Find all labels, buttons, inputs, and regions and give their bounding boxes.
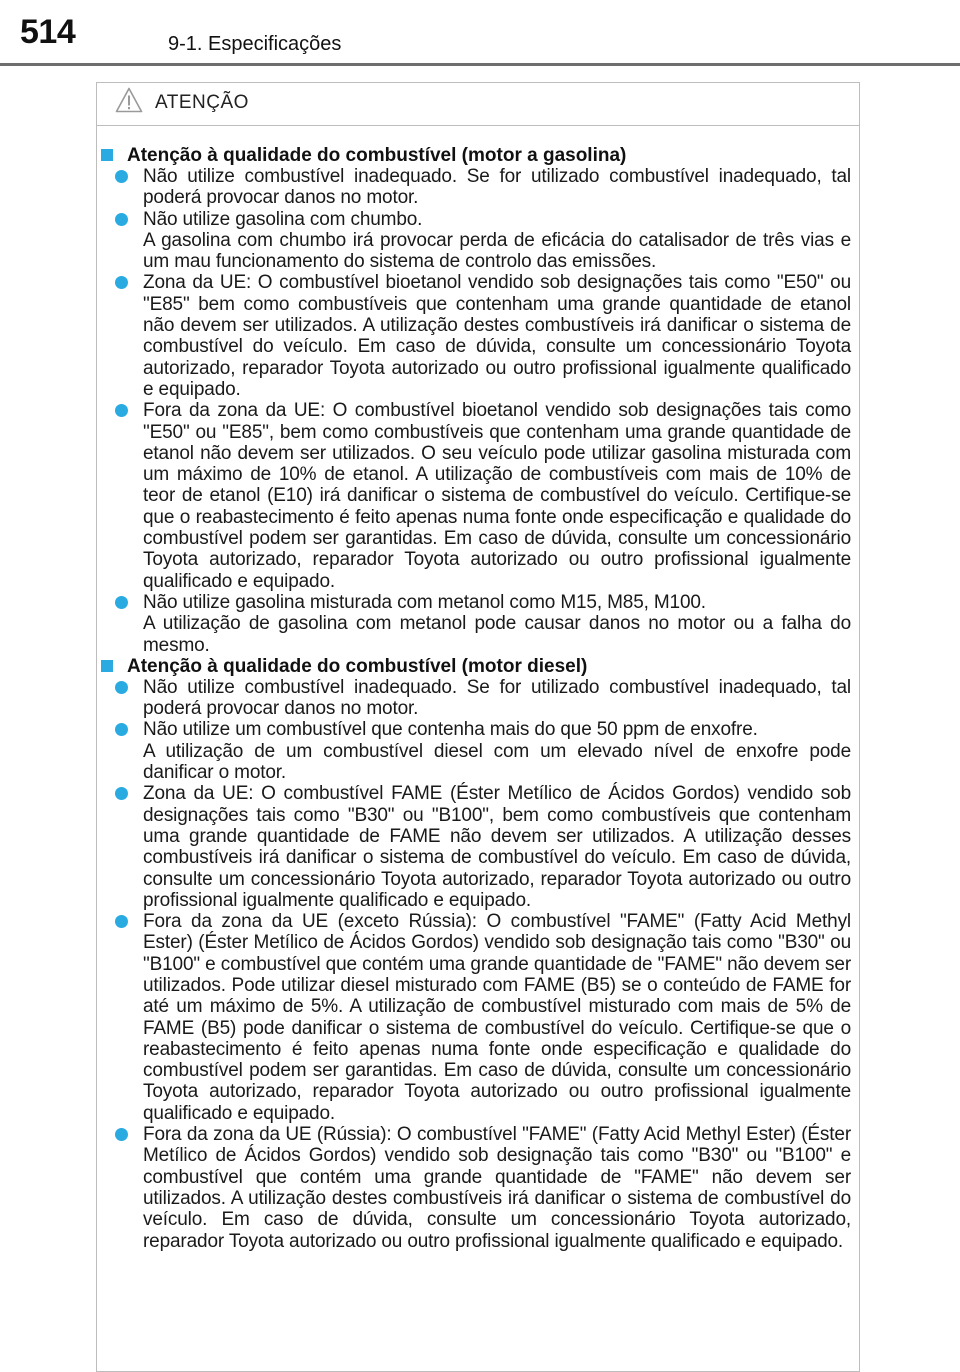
warning-body — [97, 145, 859, 1252]
item-paragraph: Zona da UE: O combustível bioetanol vendido sob designações tais como "E50" ou "E85" bem como combustíveis que contenham uma grande quantidade de etanol não devem ser utilizados. A utilização destes combustíveis irá danificar o sistema de combustível do veículo. Em caso de dúvida, consulte um concessionário Toyota autorizado, reparador Toyota autorizado ou outro profissional igualmente qualificado e equipado. — [143, 272, 851, 400]
square-bullet-icon — [101, 660, 113, 672]
round-bullet-icon — [115, 1128, 128, 1141]
list-item — [97, 1124, 859, 1252]
item-paragraph: A gasolina com chumbo irá provocar perda de eficácia do catalisador de três vias e um mau funcionamento do sistema de controlo das emissões. — [143, 229, 851, 273]
list-item — [97, 592, 859, 656]
list-item — [97, 783, 859, 911]
item-paragraph: Não utilize gasolina com chumbo. — [143, 208, 423, 230]
page-header — [0, 0, 960, 66]
section-heading-text: Atenção à qualidade do combustível (motor a gasolina) — [127, 145, 627, 166]
list-item — [97, 272, 859, 400]
header-rule — [0, 63, 960, 66]
section-title: 9-1. Especificações — [168, 33, 342, 55]
round-bullet-icon — [115, 596, 128, 609]
list-item — [97, 166, 859, 209]
round-bullet-icon — [115, 787, 128, 800]
section-heading-text: Atenção à qualidade do combustível (motor diesel) — [127, 655, 588, 677]
round-bullet-icon — [115, 681, 128, 694]
list-item — [97, 209, 859, 273]
item-paragraph: Não utilize gasolina misturada com metanol como M15, M85, M100. — [143, 591, 706, 613]
round-bullet-icon — [115, 213, 128, 226]
round-bullet-icon — [115, 915, 128, 928]
item-paragraph: Fora da zona da UE (exceto Rússia): O combustível "FAME" (Fatty Acid Methyl Ester) (Éster Metílico de Ácidos Gordos) vendido sob designação tais como "B30" ou "B100" e combustível que contém uma grande quantidade de "FAME" não devem ser utilizados. Pode utilizar diesel misturado com FAME (B5) se o conteúdo de FAME for até um máximo de 5%. A utilização de combustível misturado com mais de 5% de FAME (B5) pode danificar o sistema de combustível do veículo. Certifique-se que o reabastecimento é feito apenas numa fonte onde especificação e qualidade do combustível podem ser garantidas. Em caso de dúvida, consulte um concessionário Toyota autorizado, reparador Toyota autorizado ou outro profissional igualmente qualificado e equipado. — [143, 911, 851, 1124]
item-paragraph: A utilização de gasolina com metanol pode causar danos no motor ou a falha do mesmo. — [143, 613, 851, 656]
item-paragraph: Não utilize combustível inadequado. Se for utilizado combustível inadequado, tal poderá provocar danos no motor. — [143, 676, 851, 720]
list-item — [97, 400, 859, 592]
warning-box — [96, 82, 860, 1372]
warning-header — [97, 83, 859, 126]
item-paragraph: Fora da zona da UE (Rússia): O combustível "FAME" (Fatty Acid Methyl Ester) (Éster Metílico de Ácidos Gordos) vendido sob designação tais como "B30" ou "B100" e combustível que contém uma grande quantidade de "FAME" não devem ser utilizados. A utilização destes combustíveis irá danificar o sistema de combustível do veículo. Em caso de dúvida, consulte um concessionário Toyota autorizado, reparador Toyota autorizado ou outro profissional igualmente qualificado e equipado. — [143, 1124, 851, 1252]
list-item — [97, 677, 859, 720]
section-heading — [97, 145, 859, 166]
round-bullet-icon — [115, 170, 128, 183]
list-item — [97, 911, 859, 1124]
item-paragraph: Não utilize combustível inadequado. Se for utilizado combustível inadequado, tal poderá provocar danos no motor. — [143, 166, 851, 209]
item-paragraph: Não utilize um combustível que contenha mais do que 50 ppm de enxofre. — [143, 719, 758, 741]
warning-triangle-icon — [115, 87, 143, 113]
round-bullet-icon — [115, 404, 128, 417]
round-bullet-icon — [115, 723, 128, 736]
warning-title: ATENÇÃO — [155, 92, 249, 113]
square-bullet-icon — [101, 149, 113, 161]
round-bullet-icon — [115, 276, 128, 289]
item-paragraph: Zona da UE: O combustível FAME (Éster Metílico de Ácidos Gordos) vendido sob designações tais como "B30" ou "B100", bem como combustíveis que contenham uma grande quantidade de FAME não devem ser utilizados. A utilização desses combustíveis irá danificar o sistema de combustível do veículo. Em caso de dúvida, consulte um concessionário Toyota autorizado, reparador Toyota autorizado ou outro profissional igualmente qualificado e equipado. — [143, 783, 851, 911]
item-paragraph: Fora da zona da UE: O combustível bioetanol vendido sob designações tais como "E50" ou "E85", bem como combustíveis que contenham uma grande quantidade de etanol não devem ser utilizados. O seu veículo pode utilizar gasolina misturada com um máximo de 10% de etanol. A utilização de combustíveis com mais de 10% de teor de etanol (E10) irá danificar o sistema de combustível do veículo. Certifique-se que o reabastecimento é feito apenas numa fonte onde especificação e qualidade do combustível podem ser garantidas. Em caso de dúvida, consulte um concessionário Toyota autorizado, reparador Toyota autorizado ou outro profissional igualmente qualificado e equipado. — [143, 400, 851, 592]
section-diesel — [97, 656, 859, 1252]
section-gasoline — [97, 145, 859, 656]
list-item — [97, 719, 859, 783]
page-number: 514 — [20, 13, 76, 51]
section-heading — [97, 656, 859, 677]
item-paragraph: A utilização de um combustível diesel com um elevado nível de enxofre pode danificar o motor. — [143, 740, 851, 784]
